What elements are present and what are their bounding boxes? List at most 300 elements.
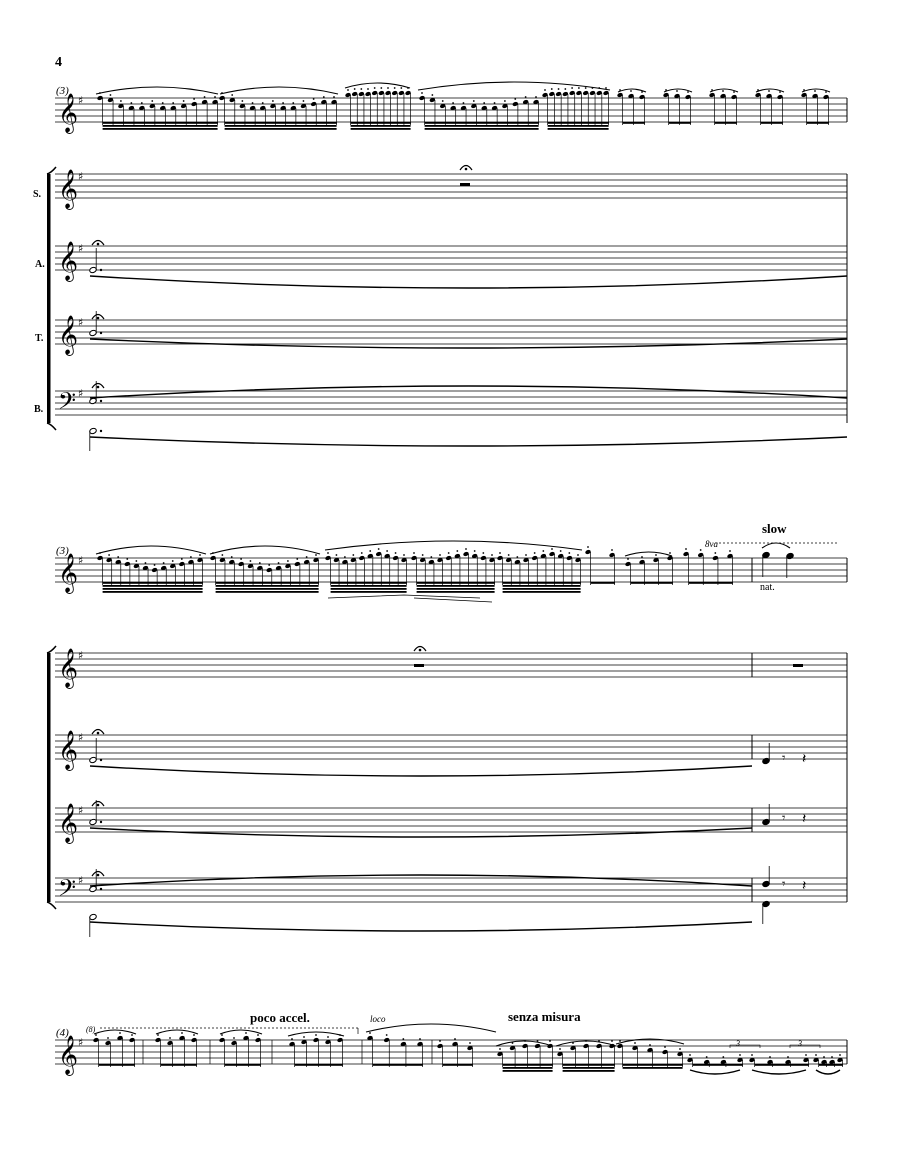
long-tie	[752, 1070, 806, 1074]
staccato-dot	[245, 1032, 247, 1034]
staccato-dot	[516, 556, 518, 558]
staccato-dot	[571, 87, 573, 89]
staccato-dot	[233, 1037, 235, 1039]
staccato-dot	[400, 87, 402, 89]
staccato-dot	[430, 556, 432, 558]
staccato-dot	[700, 549, 702, 551]
staccato-dot	[452, 102, 454, 104]
staccato-dot	[252, 102, 254, 104]
staccato-dot	[287, 560, 289, 562]
staccato-dot	[779, 91, 781, 93]
staccato-dot	[369, 550, 371, 552]
beam	[216, 585, 319, 587]
beam	[417, 582, 495, 584]
tempo-poco-accel: poco accel.	[250, 1010, 310, 1025]
staccato-dot	[262, 102, 264, 104]
beam	[103, 585, 203, 587]
staccato-dot	[183, 100, 185, 102]
staccato-dot	[323, 96, 325, 98]
staccato-dot	[831, 1056, 833, 1058]
staff-label-soprano: S.	[33, 189, 42, 200]
slur	[96, 546, 206, 554]
staccato-dot	[560, 550, 562, 552]
staccato-dot	[151, 100, 153, 102]
staccato-dot	[641, 91, 643, 93]
staccato-dot	[117, 556, 119, 558]
staccato-dot	[154, 564, 156, 566]
staccato-dot	[126, 558, 128, 560]
beam	[103, 591, 203, 593]
staccato-dot	[558, 88, 560, 90]
staccato-dot	[825, 91, 827, 93]
beam	[225, 1064, 261, 1066]
ottava-paren-mark: (8)	[86, 1025, 96, 1034]
staccato-dot	[525, 554, 527, 556]
staccato-dot	[687, 91, 689, 93]
bass-clef-icon: 𝄢	[58, 387, 77, 420]
staccato-dot	[649, 1044, 651, 1046]
staccato-dot	[231, 94, 233, 96]
quarter-rest-icon: 𝄽	[802, 878, 807, 894]
beam	[591, 582, 615, 584]
staccato-dot	[729, 550, 731, 552]
treble-clef-icon: 𝄞	[58, 169, 79, 209]
staccato-dot	[499, 1048, 501, 1050]
staccato-dot	[130, 102, 132, 104]
staccato-dot	[544, 89, 546, 91]
staccato-dot	[549, 1040, 551, 1042]
staccato-dot	[722, 90, 724, 92]
beam	[631, 582, 673, 584]
staccato-dot	[514, 98, 516, 100]
staccato-dot	[419, 1038, 421, 1040]
staccato-dot	[257, 1034, 259, 1036]
staccato-dot	[525, 96, 527, 98]
long-tie	[90, 386, 847, 398]
staccato-dot	[463, 102, 465, 104]
triplet-mark: 3	[736, 1039, 740, 1048]
treble-clef-icon: 𝄞	[58, 803, 79, 843]
staccato-dot	[474, 550, 476, 552]
beam	[103, 122, 218, 124]
staccato-dot	[313, 98, 315, 100]
beam	[373, 1064, 423, 1066]
staccato-dot	[395, 552, 397, 554]
staccato-dot	[706, 1056, 708, 1058]
staccato-dot	[361, 552, 363, 554]
beam	[623, 1064, 683, 1066]
staccato-dot	[611, 549, 613, 551]
beam	[669, 122, 691, 124]
staccato-dot	[306, 556, 308, 558]
fermata-dot	[465, 168, 468, 171]
staccato-dot	[542, 550, 544, 552]
staccato-dot	[403, 554, 405, 556]
staccato-dot	[439, 1040, 441, 1042]
beam	[99, 1064, 135, 1066]
staccato-dot	[282, 102, 284, 104]
long-tie	[90, 828, 752, 837]
staccato-dot	[839, 1054, 841, 1056]
eighth-rest-icon: 𝄾	[782, 877, 786, 892]
triplet-mark: 3	[798, 1039, 802, 1048]
treble-clef-icon: 𝄞	[58, 93, 79, 133]
staccato-dot	[733, 91, 735, 93]
slur	[220, 1030, 262, 1034]
dot	[100, 821, 102, 823]
eighth-rest-icon: 𝄾	[782, 751, 786, 766]
staccato-dot	[402, 1038, 404, 1040]
beam	[216, 591, 319, 593]
staccato-dot	[448, 552, 450, 554]
staccato-dot	[431, 94, 433, 96]
beam	[693, 1064, 743, 1066]
staccato-dot	[221, 554, 223, 556]
staccato-dot	[421, 92, 423, 94]
beam	[548, 125, 609, 127]
staccato-dot	[231, 556, 233, 558]
beam	[103, 582, 203, 584]
beam	[503, 582, 581, 584]
staccato-dot	[577, 554, 579, 556]
long-tie	[90, 276, 847, 288]
rehearsal-mark-4: (4)	[56, 1027, 69, 1039]
beam	[351, 128, 411, 130]
beam	[548, 122, 609, 124]
tuplet-bracket	[790, 1045, 820, 1048]
staccato-dot	[374, 87, 376, 89]
staccato-dot	[131, 1034, 133, 1036]
staccato-dot	[190, 556, 192, 558]
staccato-dot	[291, 1038, 293, 1040]
beam	[103, 128, 218, 130]
staff-label-alto: A.	[35, 259, 45, 270]
staccato-dot	[193, 98, 195, 100]
long-tie	[90, 437, 847, 446]
slur	[762, 543, 790, 548]
staccato-dot	[347, 89, 349, 91]
treble-clef-icon: 𝄞	[58, 241, 79, 281]
staccato-dot	[769, 1056, 771, 1058]
fermata-dot	[97, 386, 100, 389]
beam	[225, 122, 337, 124]
staccato-dot	[120, 100, 122, 102]
staccato-dot	[465, 548, 467, 550]
staccato-dot	[181, 1032, 183, 1034]
beam	[425, 128, 539, 130]
treble-clef-icon: 𝄞	[58, 648, 79, 688]
staccato-dot	[669, 552, 671, 554]
beam	[563, 1064, 615, 1066]
staccato-dot	[278, 562, 280, 564]
beam	[819, 1064, 843, 1066]
slur	[220, 87, 338, 94]
beam	[225, 125, 337, 127]
eighth-rest-icon: 𝄾	[782, 811, 786, 826]
beam	[103, 588, 203, 590]
beam	[563, 1067, 615, 1069]
sharp-icon: ♯	[78, 874, 84, 887]
tuplet-bracket	[730, 1045, 760, 1048]
beam	[503, 1067, 553, 1069]
bracket-hook	[47, 167, 56, 174]
staccato-dot	[823, 1056, 825, 1058]
staccato-dot	[439, 554, 441, 556]
sharp-icon: ♯	[78, 1036, 84, 1049]
staccato-dot	[259, 562, 261, 564]
staccato-dot	[387, 87, 389, 89]
staccato-dot	[491, 554, 493, 556]
staccato-dot	[369, 1032, 371, 1034]
sharp-icon: ♯	[78, 804, 84, 817]
fermata-dot	[419, 649, 422, 652]
treble-clef-icon: 𝄞	[58, 553, 79, 593]
staccato-dot	[336, 554, 338, 556]
staccato-dot	[422, 554, 424, 556]
long-tie	[816, 1070, 840, 1074]
fermata-dot	[97, 243, 100, 246]
fermata-dot	[97, 874, 100, 877]
beam	[351, 122, 411, 124]
beam	[443, 1064, 473, 1066]
beam	[331, 591, 407, 593]
staccato-dot	[240, 558, 242, 560]
staccato-dot	[204, 96, 206, 98]
sharp-icon: ♯	[78, 387, 84, 400]
staccato-dot	[327, 1036, 329, 1038]
staccato-dot	[354, 88, 356, 90]
beam	[161, 1064, 197, 1066]
fermata-dot	[97, 804, 100, 807]
sharp-icon: ♯	[78, 554, 84, 567]
staccato-dot	[469, 1042, 471, 1044]
beam	[417, 585, 495, 587]
staccato-dot	[551, 88, 553, 90]
half-rest-icon	[793, 664, 803, 667]
staccato-dot	[722, 1056, 724, 1058]
staccato-dot	[333, 96, 335, 98]
solo-staff-system-1	[55, 82, 847, 134]
staccato-dot	[611, 1040, 613, 1042]
staccato-dot	[292, 102, 294, 104]
beam	[425, 122, 539, 124]
staccato-dot	[221, 1034, 223, 1036]
beam	[216, 588, 319, 590]
staccato-dot	[119, 1032, 121, 1034]
staccato-dot	[141, 102, 143, 104]
staccato-dot	[482, 552, 484, 554]
bracket-hook	[47, 423, 56, 430]
beam	[295, 1064, 343, 1066]
sharp-icon: ♯	[78, 242, 84, 255]
slur	[156, 1030, 198, 1034]
sharp-icon: ♯	[78, 94, 84, 107]
beam	[623, 122, 645, 124]
page-number: 4	[55, 55, 62, 70]
solo-staff-system-2	[55, 541, 847, 602]
bracket-hook	[47, 902, 56, 909]
staccato-dot	[367, 88, 369, 90]
staccato-dot	[214, 96, 216, 98]
staccato-dot	[394, 87, 396, 89]
staccato-dot	[107, 1037, 109, 1039]
staccato-dot	[272, 100, 274, 102]
dot	[100, 430, 102, 432]
staccato-dot	[268, 564, 270, 566]
treble-clef-icon: 𝄞	[58, 730, 79, 770]
staccato-dot	[655, 554, 657, 556]
beam	[503, 591, 581, 593]
beam	[689, 582, 733, 584]
staccato-dot	[714, 552, 716, 554]
staccato-dot	[442, 100, 444, 102]
staccato-dot	[768, 90, 770, 92]
staccato-dot	[344, 556, 346, 558]
staccato-dot	[559, 1048, 561, 1050]
treble-clef-icon: 𝄞	[58, 1035, 79, 1075]
long-tie	[90, 766, 752, 776]
staccato-dot	[619, 1040, 621, 1042]
rehearsal-mark-3: (3)	[56, 85, 69, 97]
beam	[331, 582, 407, 584]
staccato-dot	[664, 1046, 666, 1048]
staccato-dot	[787, 1056, 789, 1058]
beam	[331, 588, 407, 590]
beam	[563, 1070, 615, 1072]
staccato-dot	[108, 554, 110, 556]
dot	[100, 269, 102, 271]
staccato-dot	[386, 550, 388, 552]
long-tie	[90, 922, 752, 931]
slur	[345, 83, 410, 88]
staccato-dot	[605, 87, 607, 89]
ottava-mark: 8va	[705, 539, 718, 549]
staccato-dot	[145, 562, 147, 564]
choir-staves-system-1	[47, 166, 847, 452]
staccato-dot	[163, 562, 165, 564]
staccato-dot	[181, 558, 183, 560]
fermata-dot	[97, 732, 100, 735]
staccato-dot	[815, 1054, 817, 1056]
solo-staff-system-3	[55, 1024, 847, 1076]
staccato-dot	[578, 87, 580, 89]
beam	[103, 125, 218, 127]
staccato-dot	[641, 556, 643, 558]
bracket-hook	[47, 646, 56, 653]
staccato-dot	[685, 548, 687, 550]
staccato-dot	[315, 554, 317, 556]
staccato-dot	[751, 1054, 753, 1056]
staccato-dot	[805, 1054, 807, 1056]
staccato-dot	[110, 94, 112, 96]
staccato-dot	[157, 1034, 159, 1036]
staccato-dot	[241, 100, 243, 102]
slur	[94, 1030, 136, 1034]
system-bracket	[47, 174, 51, 423]
beam	[807, 122, 829, 124]
staccato-dot	[456, 550, 458, 552]
dot	[100, 759, 102, 761]
staccato-dot	[386, 1034, 388, 1036]
staccato-dot	[303, 100, 305, 102]
beam	[503, 585, 581, 587]
staccato-dot	[172, 560, 174, 562]
beam	[351, 125, 411, 127]
choir-staves-system-2	[47, 646, 847, 937]
quarter-rest-icon: 𝄽	[802, 811, 807, 827]
staccato-dot	[568, 552, 570, 554]
beam	[425, 125, 539, 127]
dot	[100, 400, 102, 402]
slur	[96, 87, 218, 94]
staff-label-bass: B.	[34, 404, 44, 415]
staccato-dot	[135, 560, 137, 562]
system-bracket	[47, 653, 51, 902]
staccato-dot	[193, 1034, 195, 1036]
staccato-dot	[360, 88, 362, 90]
beam	[503, 1070, 553, 1072]
dot	[100, 888, 102, 890]
staccato-dot	[296, 558, 298, 560]
whole-rest-icon	[460, 183, 470, 186]
nat-marking: nat.	[760, 582, 775, 593]
sharp-icon: ♯	[78, 731, 84, 744]
staccato-dot	[627, 558, 629, 560]
staccato-dot	[172, 102, 174, 104]
slur	[418, 82, 610, 90]
long-tie	[90, 339, 847, 348]
staccato-dot	[634, 1042, 636, 1044]
beam	[216, 582, 319, 584]
beam	[548, 128, 609, 130]
staccato-dot	[315, 1034, 317, 1036]
beam	[623, 1067, 683, 1069]
staccato-dot	[483, 102, 485, 104]
fermata-dot	[97, 317, 100, 320]
staccato-dot	[630, 90, 632, 92]
beam	[417, 591, 495, 593]
staccato-dot	[303, 1036, 305, 1038]
tempo-slow: slow	[762, 521, 787, 536]
staccato-dot	[535, 96, 537, 98]
beam	[715, 122, 737, 124]
hairpin	[414, 598, 492, 602]
staccato-dot	[689, 1054, 691, 1056]
staccato-dot	[504, 100, 506, 102]
treble-clef-icon: 𝄞	[58, 315, 79, 355]
staccato-dot	[413, 552, 415, 554]
staccato-dot	[585, 87, 587, 89]
staccato-dot	[473, 100, 475, 102]
slur	[210, 546, 320, 554]
beam	[225, 128, 337, 130]
staccato-dot	[676, 90, 678, 92]
staccato-dot	[95, 1034, 97, 1036]
staccato-dot	[534, 552, 536, 554]
loco-marking: loco	[370, 1014, 386, 1024]
staccato-dot	[162, 102, 164, 104]
sharp-icon: ♯	[78, 649, 84, 662]
staccato-dot	[679, 1048, 681, 1050]
slur	[325, 541, 582, 550]
staccato-dot	[587, 546, 589, 548]
slur	[625, 552, 672, 556]
beam	[761, 122, 783, 124]
rehearsal-mark-3-b: (3)	[56, 545, 69, 557]
staccato-dot	[199, 554, 201, 556]
sharp-icon: ♯	[78, 170, 84, 183]
staccato-dot	[250, 560, 252, 562]
